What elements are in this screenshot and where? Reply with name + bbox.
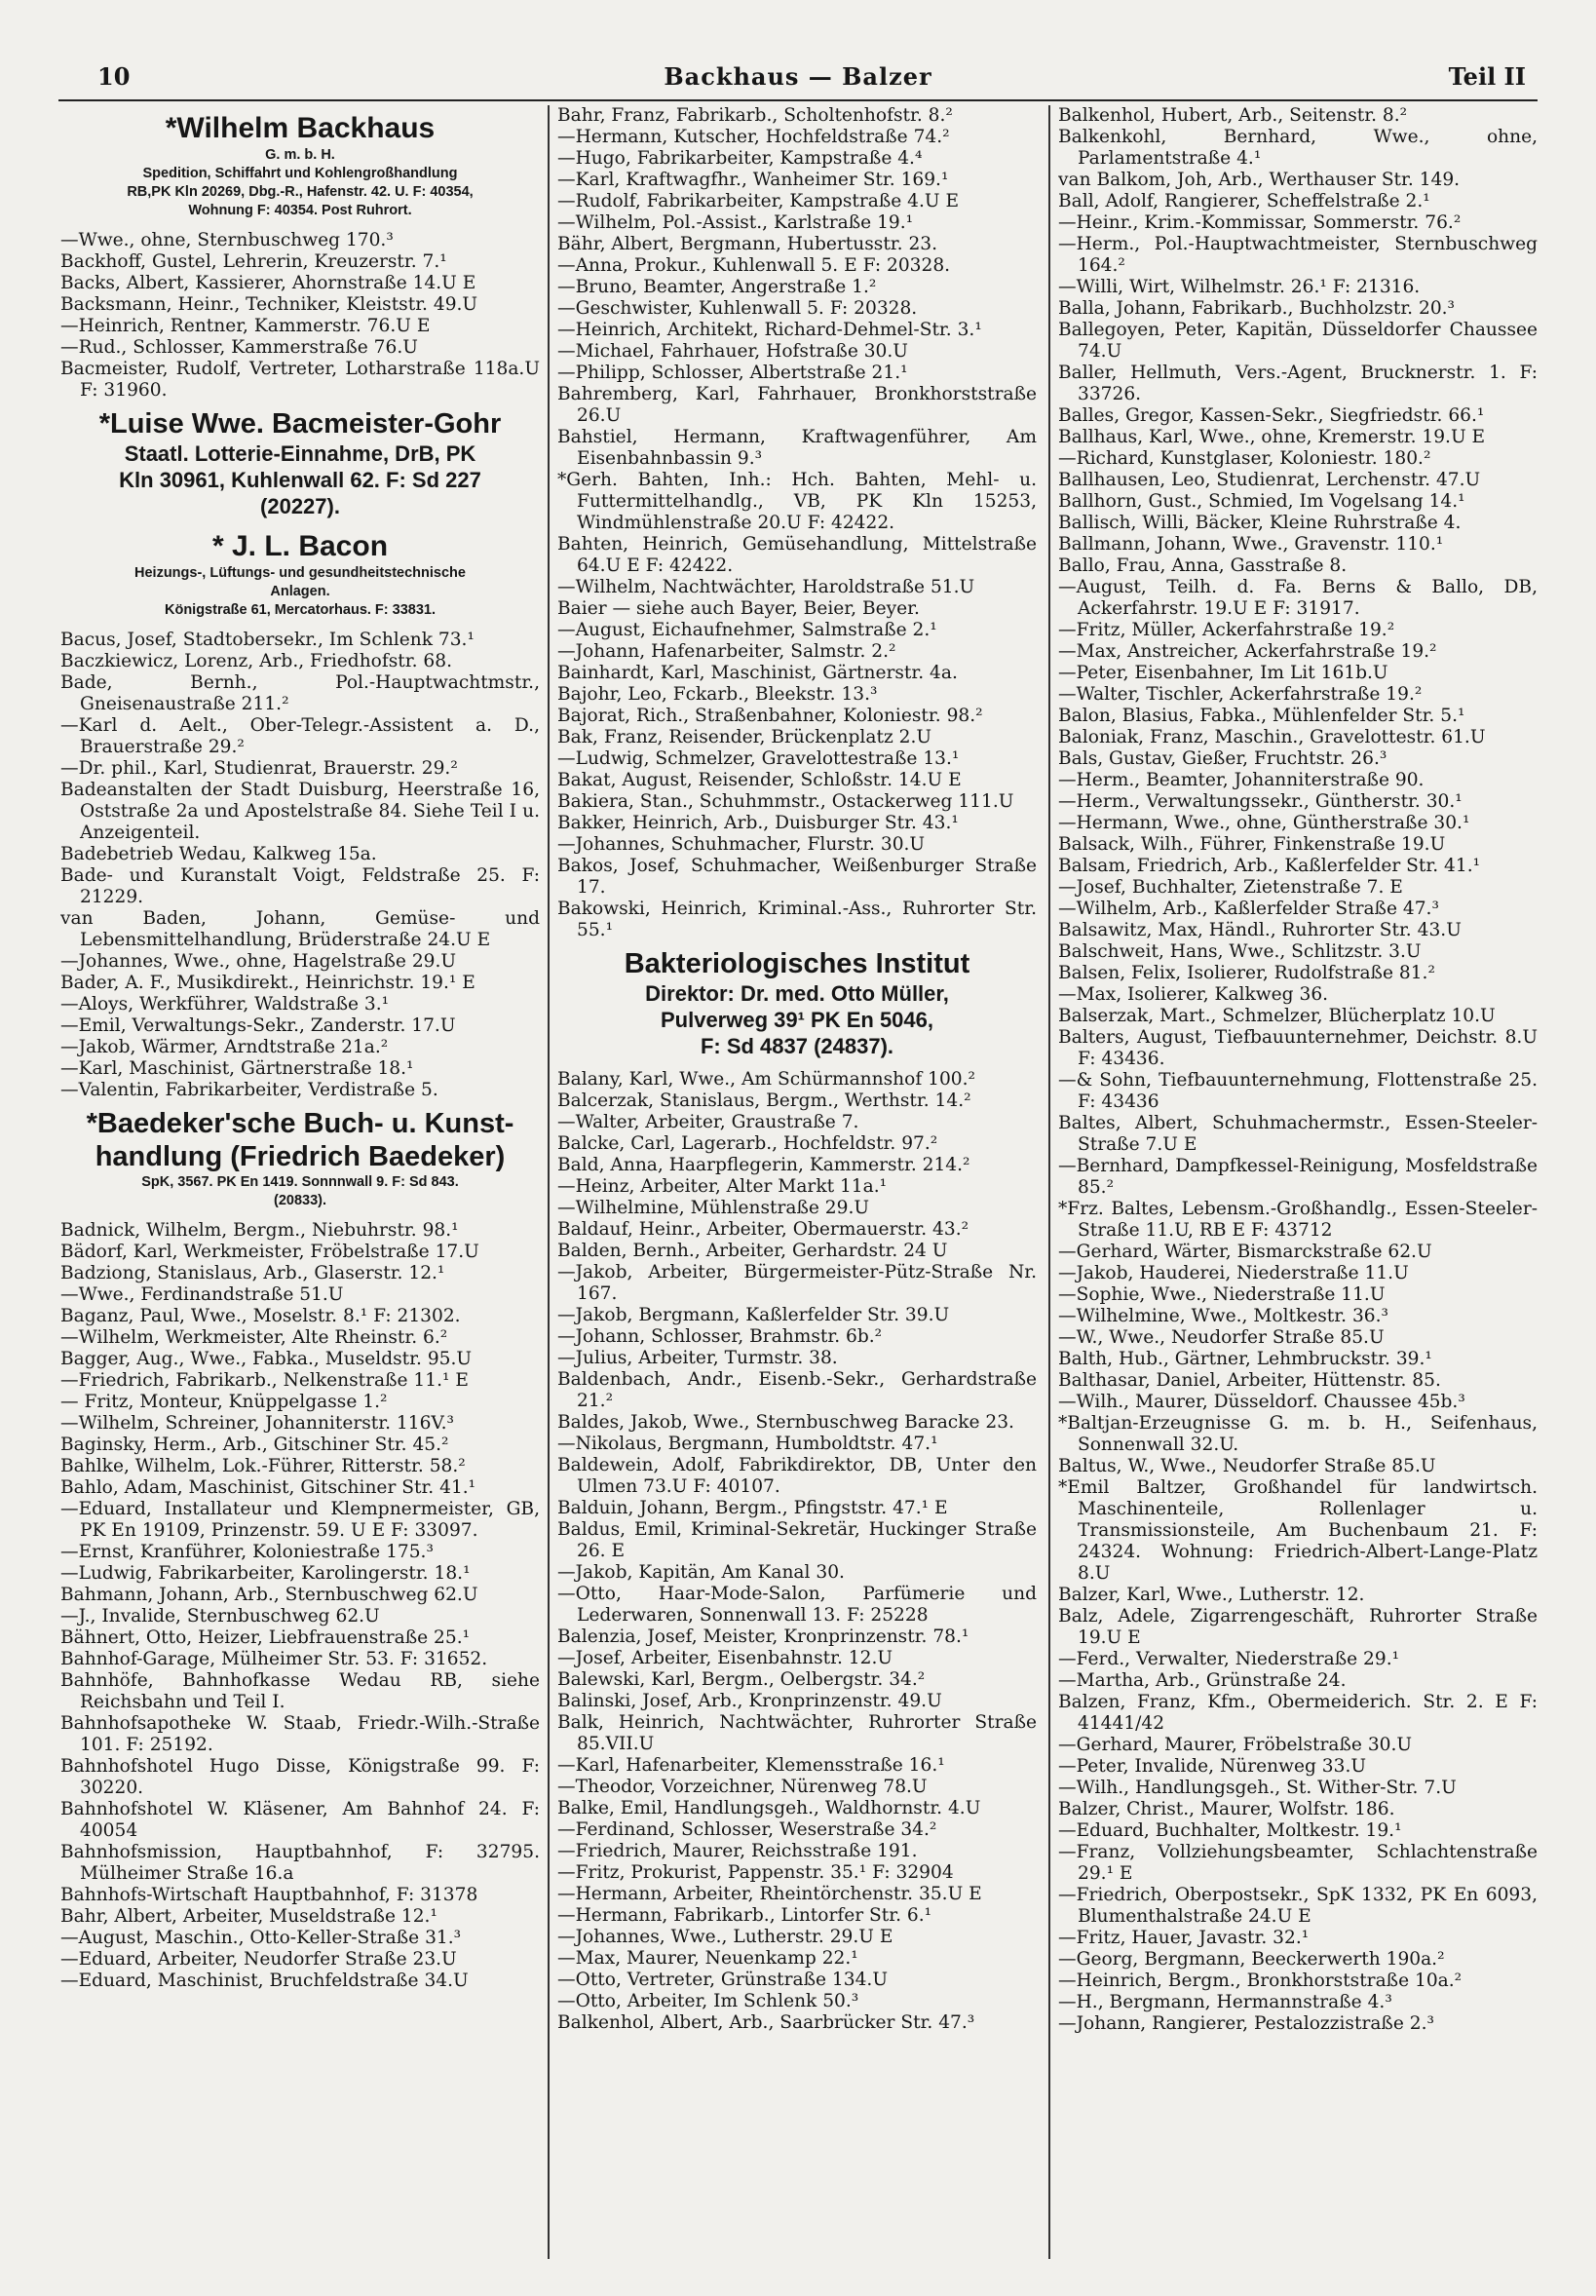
directory-entry: —Jakob, Bergmann, Kaßlerfelder Str. 39.U	[557, 1305, 950, 1325]
ad-bacmeister	[60, 407, 540, 519]
entry-list	[60, 1220, 540, 1992]
directory-entry: —Karl d. Aelt., Ober-Telegr.-Assistent a. D., Brauerstraße 29.²	[60, 715, 540, 757]
directory-entry: Baloniak, Franz, Maschin., Gravelottestr. 61.U	[1058, 727, 1486, 747]
directory-entry: Bahr, Franz, Fabrikarb., Scholtenhofstr. 8.²	[557, 105, 953, 126]
directory-entry: —Wilhelm, Werkmeister, Alte Rheinstr. 6.²	[60, 1327, 448, 1348]
directory-entry: Balles, Gregor, Kassen-Sekr., Siegfriedstr. 66.¹	[1058, 405, 1485, 426]
ad-line: (20227).	[260, 494, 340, 518]
directory-entry: —Hermann, Arbeiter, Rheintörchenstr. 35.U E	[557, 1884, 982, 1904]
directory-entry: —Jakob, Arbeiter, Bürgermeister-Pütz-Straße Nr. 167.	[557, 1262, 1037, 1304]
part-label: Teil II	[1448, 62, 1526, 91]
entry-list	[557, 105, 1037, 941]
directory-entry: Bahnhof-Garage, Mülheimer Str. 53. F: 31652.	[60, 1649, 488, 1669]
directory-entry: Bahremberg, Karl, Fahrhauer, Bronkhorststraße 26.U	[557, 384, 1037, 426]
directory-entry: —Wilhelm, Schreiner, Johanniterstr. 116V.³	[60, 1413, 454, 1434]
directory-entry: Balters, August, Tiefbauunternehmer, Deichstr. 8.U F: 43436.	[1058, 1027, 1538, 1069]
directory-entry: —Heinrich, Bergm., Bronkhorststraße 10a.²	[1058, 1971, 1463, 1991]
directory-entry: Balsen, Felix, Isolierer, Rudolfstraße 81.²	[1058, 963, 1435, 983]
directory-entry: —Walter, Arbeiter, Graustraße 7.	[557, 1112, 859, 1132]
directory-entry: Ballegoyen, Peter, Kapitän, Düsseldorfer Chaussee 74.U	[1058, 320, 1538, 362]
directory-entry: —Walter, Tischler, Ackerfahrstraße 19.²	[1058, 684, 1423, 705]
directory-entry: Balsack, Wilh., Führer, Finkenstraße 19.U	[1058, 834, 1446, 855]
ad-name: *Baedeker'sche Buch- u. Kunst-	[86, 1108, 514, 1139]
directory-entry: Balschweit, Hans, Wwe., Schlitzstr. 3.U	[1058, 941, 1422, 962]
directory-entry: —Sophie, Wwe., Niederstraße 11.U	[1058, 1284, 1386, 1305]
directory-entry: —Hermann, Fabrikarb., Lintorfer Str. 6.¹	[557, 1905, 932, 1926]
ad-line: SpK, 3567. PK En 1419. Sonnnwall 9. F: Sd 843.	[141, 1174, 459, 1190]
directory-entry: —Julius, Arbeiter, Turmstr. 38.	[557, 1348, 838, 1368]
ad-name: *Wilhelm Backhaus	[165, 112, 436, 144]
directory-entry: Backs, Albert, Kassierer, Ahornstraße 14.U E	[60, 273, 476, 293]
directory-entry: Balthasar, Daniel, Arbeiter, Hüttenstr. 85.	[1058, 1370, 1441, 1391]
directory-entry: Bald, Anna, Haarpflegerin, Kammerstr. 214.²	[557, 1155, 970, 1175]
directory-entry: —Karl, Kraftwagfhr., Wanheimer Str. 169.¹	[557, 170, 949, 190]
directory-entry: —Herm., Beamter, Johanniterstraße 90.	[1058, 770, 1425, 790]
directory-entry: —Geschwister, Kuhlenwall 5. F: 20328.	[557, 298, 918, 319]
column-2	[557, 105, 1037, 2259]
directory-entry: Balsawitz, Max, Händl., Ruhrorter Str. 43.U	[1058, 920, 1462, 940]
directory-entry: —& Sohn, Tiefbauunternehmung, Flottenstraße 25. F: 43436	[1058, 1070, 1538, 1112]
directory-entry: —Gerhard, Wärter, Bismarckstraße 62.U	[1058, 1242, 1432, 1262]
directory-entry: —Johann, Schlosser, Brahmstr. 6b.²	[557, 1326, 883, 1347]
directory-entry: —Peter, Invalide, Nürenweg 33.U	[1058, 1756, 1367, 1777]
directory-entry: Baldes, Jakob, Wwe., Sternbuschweg Baracke 23.	[557, 1412, 1014, 1433]
directory-entry: —Heinrich, Architekt, Richard-Dehmel-Str. 3.¹	[557, 320, 982, 340]
directory-entry: Bädorf, Karl, Werkmeister, Fröbelstraße 17.U	[60, 1242, 479, 1262]
directory-entry: Balzer, Karl, Wwe., Lutherstr. 12.	[1058, 1585, 1365, 1605]
directory-entry: —Wilhelmine, Wwe., Moltkestr. 36.³	[1058, 1306, 1388, 1326]
directory-entry: Bajorat, Rich., Straßenbahner, Koloniestr. 98.²	[557, 706, 983, 726]
directory-entry: Bahnhofshotel W. Kläsener, Am Bahnhof 24. F: 40054	[60, 1799, 540, 1841]
directory-entry: —Philipp, Schlosser, Albertstraße 21.¹	[557, 363, 908, 383]
directory-entry: —Ludwig, Fabrikarbeiter, Karolingerstr. 18.¹	[60, 1563, 471, 1584]
directory-entry: —Johann, Hafenarbeiter, Salmstr. 2.²	[557, 641, 896, 662]
ad-line: Kln 30961, Kuhlenwall 62. F: Sd 227	[119, 468, 481, 492]
page-number: 10	[97, 62, 131, 91]
ad-line: (20833).	[273, 1193, 326, 1208]
directory-entry: —Fritz, Prokurist, Pappenstr. 35.¹ F: 32904	[557, 1862, 954, 1883]
directory-entry: Bahlo, Adam, Maschinist, Gitschiner Str. 41.¹	[60, 1477, 476, 1498]
column-rule	[1048, 105, 1050, 2259]
directory-entry: Baczkiewicz, Lorenz, Arb., Friedhofstr. 68.	[60, 651, 452, 671]
directory-entry: —Wwe., ohne, Sternbuschweg 170.³	[60, 230, 394, 250]
ad-line: G. m. b. H.	[265, 147, 335, 163]
directory-entry: Balenzia, Josef, Meister, Kronprinzenstr. 78.¹	[557, 1626, 969, 1647]
directory-entry: —Jakob, Wärmer, Arndtstraße 21a.²	[60, 1037, 389, 1057]
directory-entry: Baldauf, Heinr., Arbeiter, Obermauerstr. 43.²	[557, 1219, 969, 1240]
directory-entry: Bahnhofshotel Hugo Disse, Königstraße 99. F: 30220.	[60, 1756, 540, 1798]
directory-entry: —Max, Isolierer, Kalkweg 36.	[1058, 984, 1329, 1005]
directory-entry: Bahnhofsapotheke W. Staab, Friedr.-Wilh.-Straße 101. F: 25192.	[60, 1713, 540, 1755]
directory-entry: Ballhausen, Leo, Studienrat, Lerchenstr. 47.U	[1058, 470, 1481, 490]
directory-entry: Bals, Gustav, Gießer, Fruchtstr. 26.³	[1058, 748, 1387, 769]
directory-entry: Bakowski, Heinrich, Kriminal.-Ass., Ruhrorter Str. 55.¹	[557, 899, 1037, 940]
ad-line: Anlagen.	[270, 584, 330, 599]
directory-entry: Balzen, Franz, Kfm., Obermeiderich. Str. 2. E F: 41441/42	[1058, 1692, 1538, 1734]
directory-entry: —Bernhard, Dampfkessel-Reinigung, Mosfeldstraße 85.²	[1058, 1156, 1538, 1198]
directory-entry: Bakos, Josef, Schuhmacher, Weißenburger Straße 17.	[557, 856, 1037, 898]
directory-entry: Balcke, Carl, Lagerarb., Hochfeldstr. 97.²	[557, 1133, 938, 1154]
ad-line: Staatl. Lotterie-Einnahme, DrB, PK	[124, 441, 476, 466]
directory-entry: —Gerhard, Maurer, Fröbelstraße 30.U	[1058, 1735, 1413, 1755]
ad-line: Direktor: Dr. med. Otto Müller,	[645, 981, 949, 1006]
directory-entry: —Johannes, Wwe., Lutherstr. 29.U E	[557, 1927, 893, 1947]
directory-entry: Baginsky, Herm., Arb., Gitschiner Str. 45.²	[60, 1435, 449, 1455]
entry-list	[60, 230, 540, 402]
directory-entry: Bahnhofsmission, Hauptbahnhof, F: 32795. Mülheimer Straße 16.a	[60, 1842, 540, 1884]
directory-entry: —Eduard, Installateur und Klempnermeister, GB, PK En 19109, Prinzenstr. 59. U E F: 33097.	[60, 1499, 540, 1541]
directory-entry: —Nikolaus, Bergmann, Humboldtstr. 47.¹	[557, 1434, 938, 1454]
directory-entry: —Johannes, Wwe., ohne, Hagelstraße 29.U	[60, 951, 457, 972]
directory-entry: Baltes, Albert, Schuhmachermstr., Essen-Steeler-Straße 7.U E	[1058, 1113, 1538, 1155]
directory-entry: —Franz, Vollziehungsbeamter, Schlachtenstraße 29.¹ E	[1058, 1842, 1538, 1884]
directory-entry: Balon, Blasius, Fabka., Mühlenfelder Str. 5.¹	[1058, 706, 1465, 726]
directory-entry: Bagger, Aug., Wwe., Fabka., Museldstr. 95.U	[60, 1349, 473, 1369]
directory-entry: —Georg, Bergmann, Beeckerwerth 190a.²	[1058, 1949, 1445, 1970]
directory-entry: Baller, Hellmuth, Vers.-Agent, Brucknerstr. 1. F: 33726.	[1058, 363, 1538, 404]
directory-entry: Balany, Karl, Wwe., Am Schürmannshof 100.²	[557, 1069, 975, 1090]
directory-entry: —Max, Anstreicher, Ackerfahrstraße 19.²	[1058, 641, 1437, 662]
column-rule	[548, 105, 550, 2259]
directory-entry: *Baltjan-Erzeugnisse G. m. b. H., Seifenhaus, Sonnenwall 32.U.	[1058, 1413, 1538, 1455]
directory-entry: —Jakob, Hauderei, Niederstraße 11.U	[1058, 1263, 1409, 1283]
directory-entry: —Otto, Vertreter, Grünstraße 134.U	[557, 1970, 888, 1990]
directory-entry: —Wwe., Ferdinandstraße 51.U	[60, 1284, 344, 1305]
directory-entry: Badebetrieb Wedau, Kalkweg 15a.	[60, 844, 377, 864]
directory-entry: —Karl, Hafenarbeiter, Klemensstraße 16.¹	[557, 1755, 945, 1776]
directory-entry: Balsam, Friedrich, Arb., Kaßlerfelder Str. 41.¹	[1058, 856, 1481, 876]
directory-entry: —Hermann, Wwe., ohne, Güntherstraße 30.¹	[1058, 813, 1470, 833]
ad-line: F: Sd 4837 (24837).	[700, 1034, 894, 1058]
ad-line: Pulverweg 39¹ PK En 5046,	[660, 1008, 934, 1032]
directory-entry: —Eduard, Arbeiter, Neudorfer Straße 23.U	[60, 1949, 457, 1970]
directory-entry: —Wilhelm, Arb., Kaßlerfelder Straße 47.³	[1058, 899, 1439, 919]
page-header	[58, 60, 1538, 101]
directory-entry: Bainhardt, Karl, Maschinist, Gärtnerstr. 4a.	[557, 663, 958, 683]
directory-entry: —Wilhelmine, Mühlenstraße 29.U	[557, 1198, 870, 1218]
directory-entry: —Hermann, Kutscher, Hochfeldstraße 74.²	[557, 127, 950, 147]
entry-list	[557, 1069, 1037, 2034]
directory-entry: Bähr, Albert, Bergmann, Hubertusstr. 23.	[557, 234, 938, 254]
ad-name: handlung (Friedrich Baedeker)	[95, 1141, 506, 1172]
directory-entry: —Emil, Verwaltungs-Sekr., Zanderstr. 17.U	[60, 1015, 456, 1036]
directory-entry: Bahlke, Wilhelm, Lok.-Führer, Ritterstr. 58.²	[60, 1456, 466, 1476]
page-title: Backhaus — Balzer	[664, 62, 932, 91]
directory-entry: van Balkom, Joh, Arb., Werthauser Str. 149.	[1058, 170, 1461, 190]
directory-entry: —Anna, Prokur., Kuhlenwall 5. E F: 20328.	[557, 255, 951, 276]
directory-entry: —Wilhelm, Pol.-Assist., Karlstraße 19.¹	[557, 212, 914, 233]
directory-entry: —Ferd., Verwalter, Niederstraße 29.¹	[1058, 1649, 1400, 1669]
directory-entry: —Rudolf, Fabrikarbeiter, Kampstraße 4.U E	[557, 191, 960, 211]
directory-entry: Bahr, Albert, Arbeiter, Museldstraße 12.¹	[60, 1906, 437, 1927]
directory-entry: —Herm., Verwaltungssekr., Güntherstr. 30.¹	[1058, 791, 1463, 812]
directory-entry: Ballisch, Willi, Bäcker, Kleine Ruhrstraße 4.	[1058, 513, 1462, 533]
directory-entry: —H., Bergmann, Hermannstraße 4.³	[1058, 1992, 1392, 2012]
directory-entry: —Rud., Schlosser, Kammerstraße 76.U	[60, 337, 418, 358]
directory-entry: —Herm., Pol.-Hauptwachtmeister, Sternbuschweg 164.²	[1058, 234, 1538, 276]
directory-entry: Baganz, Paul, Wwe., Moselstr. 8.¹ F: 21302.	[60, 1306, 461, 1326]
directory-entry: Bakat, August, Reisender, Schloßstr. 14.U E	[557, 770, 962, 790]
ad-line: RB,PK Kln 20269, Dbg.-R., Hafenstr. 42. U. F: 40354,	[127, 184, 474, 200]
directory-entry: Backhoff, Gustel, Lehrerin, Kreuzerstr. 7.¹	[60, 251, 447, 272]
directory-entry: —Eduard, Buchhalter, Moltkestr. 19.¹	[1058, 1820, 1402, 1841]
directory-entry: *Gerh. Bahten, Inh.: Hch. Bahten, Mehl- u. Futtermittelhandlg., VB, PK Kln 15253, Windmühlenstraße 20.U F: 42422.	[557, 470, 1037, 533]
ad-backhaus	[60, 111, 540, 220]
directory-entry: Ballo, Frau, Anna, Gasstraße 8.	[1058, 555, 1348, 576]
directory-entry: Bahnhöfe, Bahnhofkasse Wedau RB, siehe Reichsbahn und Teil I.	[60, 1670, 540, 1712]
directory-entry: —Valentin, Fabrikarbeiter, Verdistraße 5.	[60, 1080, 438, 1100]
directory-entry: —Willi, Wirt, Wilhelmstr. 26.¹ F: 21316.	[1058, 277, 1421, 297]
directory-entry: Baldewein, Adolf, Fabrikdirektor, DB, Unter den Ulmen 73.U F: 40107.	[557, 1455, 1037, 1497]
directory-entry: —Heinr., Krim.-Kommissar, Sommerstr. 76.²	[1058, 212, 1462, 233]
directory-entry: Balkenhol, Hubert, Arb., Seitenstr. 8.²	[1058, 105, 1408, 126]
directory-entry: —Richard, Kunstglaser, Koloniestr. 180.²	[1058, 448, 1431, 469]
directory-entry: Bahnhofs-Wirtschaft Hauptbahnhof, F: 31378	[60, 1885, 478, 1905]
directory-entry: Bahstiel, Hermann, Kraftwagenführer, Am Eisenbahnbassin 9.³	[557, 427, 1037, 469]
directory-entry: van Baden, Johann, Gemüse- und Lebensmittelhandlung, Brüderstraße 24.U E	[60, 908, 540, 950]
directory-entry: —Bruno, Beamter, Angerstraße 1.²	[557, 277, 877, 297]
directory-entry: Balcerzak, Stanislaus, Bergm., Werthstr. 14.²	[557, 1091, 971, 1111]
directory-entry: Balla, Johann, Fabrikarb., Buchholzstr. 20.³	[1058, 298, 1456, 319]
directory-entry: Balserzak, Mart., Schmelzer, Blücherplatz 10.U	[1058, 1006, 1496, 1026]
directory-entry: Ballhorn, Gust., Schmied, Im Vogelsang 14.¹	[1058, 491, 1465, 512]
ad-line: Wohnung F: 40354. Post Ruhrort.	[188, 203, 412, 218]
directory-entry: —Friedrich, Maurer, Reichsstraße 191.	[557, 1841, 918, 1861]
directory-entry: Balke, Emil, Handlungsgeh., Waldhornstr. 4.U	[557, 1798, 981, 1818]
directory-entry: *Emil Baltzer, Großhandel für landwirtsch. Maschinenteile, Rollenlager u. Transmissionsteile, Am Buchenbaum 21. F: 24324. Wohnung: Friedrich-Albert-Lange-Platz 8.U	[1058, 1477, 1538, 1584]
directory-entry: Badeanstalten der Stadt Duisburg, Heerstraße 16, Oststraße 2a und Apostelstraße 84. Siehe Teil I u. Anzeigenteil.	[60, 780, 540, 843]
ad-name: *Luise Wwe. Bacmeister-Gohr	[98, 408, 502, 440]
directory-entry: —August, Teilh. d. Fa. Berns & Ballo, DB, Ackerfahrstr. 19.U E F: 31917.	[1058, 577, 1538, 619]
column-3	[1058, 105, 1538, 2259]
directory-entry: Balduin, Johann, Bergm., Pfingststr. 47.¹ E	[557, 1498, 948, 1518]
directory-entry: Bähnert, Otto, Heizer, Liebfrauenstraße 25.¹	[60, 1627, 471, 1648]
directory-entry: Baldenbach, Andr., Eisenb.-Sekr., Gerhardstraße 21.²	[557, 1369, 1037, 1411]
directory-entry: —Fritz, Müller, Ackerfahrstraße 19.²	[1058, 620, 1395, 640]
directory-entry: —Fritz, Hauer, Javastr. 32.¹	[1058, 1928, 1310, 1948]
directory-entry: —Peter, Eisenbahner, Im Lit 161b.U	[1058, 663, 1388, 683]
directory-entry: Bade, Bernh., Pol.-Hauptwachtmstr., Gneisenaustraße 211.²	[60, 672, 540, 714]
directory-entry: —Wilh., Maurer, Düsseldorf. Chaussee 45b.³	[1058, 1392, 1465, 1412]
directory-entry: —Otto, Arbeiter, Im Schlenk 50.³	[557, 1991, 859, 2011]
directory-entry: Backsmann, Heinr., Techniker, Kleiststr. 49.U	[60, 294, 478, 315]
directory-entry: —August, Eichaufnehmer, Salmstraße 2.¹	[557, 620, 937, 640]
directory-entry: —Karl, Maschinist, Gärtnerstraße 18.¹	[60, 1058, 414, 1079]
directory-entry: Bacus, Josef, Stadtobersekr., Im Schlenk 73.¹	[60, 630, 475, 650]
ad-line: Heizungs-, Lüftungs- und gesundheitstechnische	[134, 565, 466, 581]
directory-entry: Baldus, Emil, Kriminal-Sekretär, Huckinger Straße 26. E	[557, 1519, 1037, 1561]
ad-name: Bakteriologisches Institut	[624, 948, 970, 979]
directory-entry: —August, Maschin., Otto-Keller-Straße 31.³	[60, 1928, 462, 1948]
directory-entry: —Heinz, Arbeiter, Alter Markt 11a.¹	[557, 1176, 888, 1197]
directory-entry: —Johannes, Schuhmacher, Flurstr. 30.U	[557, 834, 926, 855]
directory-entry: Balkenhol, Albert, Arb., Saarbrücker Str. 47.³	[557, 2012, 975, 2033]
directory-entry: Bajohr, Leo, Fckarb., Bleekstr. 13.³	[557, 684, 878, 705]
directory-entry: —J., Invalide, Sternbuschweg 62.U	[60, 1606, 380, 1626]
ad-line: Königstraße 61, Mercatorhaus. F: 33831.	[164, 602, 436, 618]
directory-entry: Balth, Hub., Gärtner, Lehmbruckstr. 39.¹	[1058, 1349, 1432, 1369]
directory-entry: Balinski, Josef, Arb., Kronprinzenstr. 49.U	[557, 1691, 942, 1711]
directory-entry: —Friedrich, Fabrikarb., Nelkenstraße 11.¹ E	[60, 1370, 469, 1391]
directory-entry: —Johann, Rangierer, Pestalozzistraße 2.³	[1058, 2013, 1434, 2034]
directory-entry: Balkenkohl, Bernhard, Wwe., ohne, Parlamentstraße 4.¹	[1058, 127, 1538, 169]
directory-entry: — Fritz, Monteur, Knüppelgasse 1.²	[60, 1392, 388, 1412]
directory-entry: Balzer, Christ., Maurer, Wolfstr. 186.	[1058, 1799, 1395, 1819]
entry-list	[60, 630, 540, 1101]
directory-entry: Ballmann, Johann, Wwe., Gravenstr. 110.¹	[1058, 534, 1444, 555]
entry-list	[1058, 105, 1538, 2035]
directory-entry: Balz, Adele, Zigarrengeschäft, Ruhrorter Straße 19.U E	[1058, 1606, 1538, 1648]
directory-entry: Balewski, Karl, Bergm., Oelbergstr. 34.²	[557, 1669, 926, 1690]
directory-entry: Badnick, Wilhelm, Bergm., Niebuhrstr. 98.¹	[60, 1220, 459, 1241]
directory-entry: Balk, Heinrich, Nachtwächter, Ruhrorter Straße 85.VII.U	[557, 1712, 1037, 1754]
directory-entry: —Heinrich, Rentner, Kammerstr. 76.U E	[60, 316, 431, 336]
ad-institut	[557, 947, 1037, 1059]
directory-entry: —Aloys, Werkführer, Waldstraße 3.¹	[60, 994, 390, 1014]
directory-entry: —Martha, Arb., Grünstraße 24.	[1058, 1670, 1347, 1691]
directory-entry: Bahten, Heinrich, Gemüsehandlung, Mittelstraße 64.U E F: 42422.	[557, 534, 1037, 576]
directory-entry: Balden, Bernh., Arbeiter, Gerhardstr. 24 U	[557, 1241, 948, 1261]
directory-entry: —Ernst, Kranführer, Koloniestraße 175.³	[60, 1542, 434, 1562]
directory-entry: —Otto, Haar-Mode-Salon, Parfümerie und Lederwaren, Sonnenwall 13. F: 25228	[557, 1584, 1037, 1626]
directory-entry: Bakker, Heinrich, Arb., Duisburger Str. 43.¹	[557, 813, 959, 833]
directory-entry: —Eduard, Maschinist, Bruchfeldstraße 34.U	[60, 1971, 469, 1991]
directory-entry: Bade- und Kuranstalt Voigt, Feldstraße 25. F: 21229.	[60, 865, 540, 907]
directory-entry: —Wilhelm, Nachtwächter, Haroldstraße 51.U	[557, 577, 975, 597]
ad-name: * J. L. Bacon	[211, 530, 389, 562]
column-1	[60, 105, 540, 2259]
directory-entry: —Michael, Fahrhauer, Hofstraße 30.U	[557, 341, 908, 362]
ad-bacon	[60, 529, 540, 620]
directory-entry: —W., Wwe., Neudorfer Straße 85.U	[1058, 1327, 1385, 1348]
directory-entry: —Josef, Buchhalter, Zietenstraße 7. E	[1058, 877, 1403, 898]
ad-line: Spedition, Schiffahrt und Kohlengroßhandlung	[142, 166, 458, 181]
ad-baedeker	[60, 1107, 540, 1210]
directory-entry: —Ferdinand, Schlosser, Weserstraße 34.²	[557, 1819, 937, 1840]
directory-entry: Bacmeister, Rudolf, Vertreter, Lotharstraße 118a.U F: 31960.	[60, 359, 540, 401]
directory-entry: —Wilh., Handlungsgeh., St. Wither-Str. 7.U	[1058, 1778, 1457, 1798]
directory-entry: —Hugo, Fabrikarbeiter, Kampstraße 4.⁴	[557, 148, 923, 169]
directory-entry: —Ludwig, Schmelzer, Gravelottestraße 13.¹	[557, 748, 960, 769]
directory-entry: Baltus, W., Wwe., Neudorfer Straße 85.U	[1058, 1456, 1436, 1476]
directory-entry: —Jakob, Kapitän, Am Kanal 30.	[557, 1562, 845, 1583]
directory-entry: Ball, Adolf, Rangierer, Scheffelstraße 2.¹	[1058, 191, 1430, 211]
directory-entry: —Max, Maurer, Neuenkamp 22.¹	[557, 1948, 858, 1969]
directory-entry: —Theodor, Vorzeichner, Nürenweg 78.U	[557, 1777, 928, 1797]
directory-entry: —Josef, Arbeiter, Eisenbahnstr. 12.U	[557, 1648, 893, 1668]
directory-entry: Ballhaus, Karl, Wwe., ohne, Kremerstr. 19.U E	[1058, 427, 1486, 447]
directory-entry: *Frz. Baltes, Lebensm.-Großhandlg., Essen-Steeler-Straße 11.U, RB E F: 43712	[1058, 1199, 1538, 1241]
directory-entry: Bakiera, Stan., Schuhmmstr., Ostackerweg 111.U	[557, 791, 1014, 812]
directory-entry: Bak, Franz, Reisender, Brückenplatz 2.U	[557, 727, 932, 747]
directory-entry: Badziong, Stanislaus, Arb., Glaserstr. 12.¹	[60, 1263, 445, 1283]
directory-entry: Bahmann, Johann, Arb., Sternbuschweg 62.U	[60, 1585, 478, 1605]
directory-entry: —Friedrich, Oberpostsekr., SpK 1332, PK En 6093, Blumenthalstraße 24.U E	[1058, 1885, 1538, 1927]
directory-entry: —Dr. phil., Karl, Studienrat, Brauerstr. 29.²	[60, 758, 458, 779]
directory-entry: Bader, A. F., Musikdirekt., Heinrichstr. 19.¹ E	[60, 973, 475, 993]
directory-entry: Baier — siehe auch Bayer, Beier, Beyer.	[557, 598, 920, 619]
